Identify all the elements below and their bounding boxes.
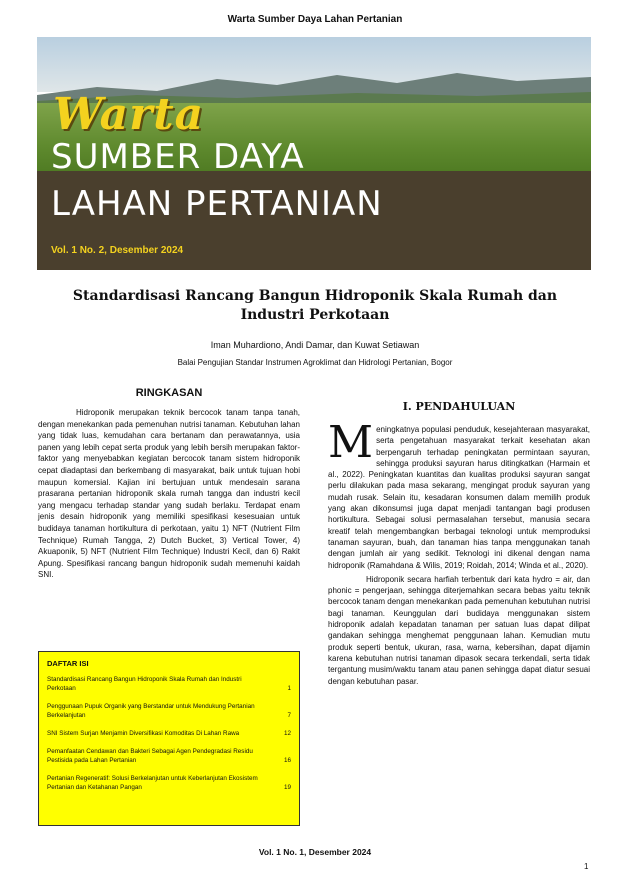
cover-title-line2: LAHAN PERTANIAN — [51, 184, 383, 224]
toc-item-title: Standardisasi Rancang Bangun Hidroponik Skala Rumah dan Industri Perkotaan — [47, 676, 242, 692]
intro-p1-text: eningkatnya populasi penduduk, kesejahteraan masyarakat, serta pengetahuan masyarakat terkait kesehatan akan berpengaruh terhadap peningkatan permintaan sayuran, sehingga produksi sayuran harus ditingkatkan (Harmain et al., 2022). Peningkatan kuantitas dan kualitas produksi sayuran sangat perlu dilakukan pada masa sekarang, mengingat produk sayuran yang mudah rusak. Selain itu, kesadaran konsumen dalam memilih produk yang akan dikonsumsi juga dapat menjadi tantangan bagi produsen hortikultura. Sebagai solusi permasalahan tersebut, manusia secara kreatif telah mengembangkan berbagai teknologi untuk memproduksi tanaman sayuran, buah, dan tanaman hias tanpa menggunakan tanah dengan jumlah air yang sedikit. Teknologi ini dikenal dengan nama hidroponik (Ramahdana & Wilis, 2019; Roidah, 2014; Winda et al., 2020). — [328, 425, 590, 570]
toc-item-title: SNI Sistem Surjan Menjamin Diversifikasi Komoditas Di Lahan Rawa — [47, 730, 240, 737]
table-of-contents — [38, 651, 300, 826]
cover-title-line1: SUMBER DAYA — [51, 137, 305, 177]
drop-cap: M — [328, 417, 374, 468]
toc-item-page: 7 — [287, 712, 291, 719]
article-affiliation: Balai Pengujian Standar Instrumen Agroklimat dan Hidrologi Pertanian, Bogor — [177, 358, 453, 367]
toc-item[interactable] — [47, 774, 291, 792]
toc-item-page: 12 — [283, 730, 291, 737]
abstract-heading: RINGKASAN — [135, 387, 203, 399]
intro-body — [328, 417, 590, 687]
cover-volume: Vol. 1 No. 2, Desember 2024 — [51, 245, 184, 256]
article-title: Standardisasi Rancang Bangun Hidroponik Skala Rumah dan Industri Perkotaan — [72, 288, 558, 323]
page-number: 1 — [584, 862, 589, 871]
toc-item[interactable] — [47, 747, 291, 765]
page-footer: Vol. 1 No. 1, Desember 2024 — [258, 847, 372, 857]
article-authors: Iman Muhardiono, Andi Damar, dan Kuwat Setiawan — [210, 340, 420, 350]
toc-item[interactable] — [47, 729, 291, 738]
toc-heading: DAFTAR ISI — [47, 659, 89, 668]
toc-item[interactable] — [47, 702, 291, 720]
toc-item-page: 1 — [287, 685, 291, 692]
cover-warta-logo: Warta — [53, 89, 205, 140]
toc-item-title: Penggunaan Pupuk Organik yang Berstandar untuk Mendukung Pertanian Berkelanjutan — [47, 703, 255, 719]
intro-heading: I. PENDAHULUAN — [402, 400, 516, 413]
abstract-body — [38, 407, 300, 581]
intro-paragraph-1 — [328, 417, 590, 571]
intro-paragraph-2: Hidroponik secara harfiah terbentuk dari kata hydro = air, dan phonic = pengerjaan, sehingga diterjemahkan secara bebas yaitu teknik bercocok tanam dengan menekankan pada pemenuhan kebutuhan nutrisi bagi tanaman. Keunggulan dari budidaya menggunakan sistem hidroponik adalah kepadatan tanaman per satuan luas dapat dilipat gandakan sehingga menghemat penggunaan lahan. Kemudian mutu produk seperti bentuk, ukuran, rasa, warna, kebersihan, dapat dijamin karena kebutuhan nutrisi tanaman dipasok secara terkendali, serta tidak tergantung musim/waktu tanam atau panen sehingga dapat diatur sesuai dengan kebutuhan pasar. — [328, 574, 590, 686]
toc-item-page: 16 — [283, 757, 291, 764]
abstract-text: Hidroponik merupakan teknik bercocok tanam tanpa tanah, dengan menekankan pada pemenuhan nutrisi tanaman. Kebutuhan lahan yang tidak luas, kemudahan cara bertanam dan perawatannya, usia panen yang lebih cepat serta produk yang lebih bersih merupakan faktor-faktor yang menyebabkan kegiatan bercocok tanam sistem hidroponik cepat diadaptasi dan berkembang di masyarakat, baik untuk tujuan hobi maupun komersial. Kajian ini bertujuan untuk mendesain sarana prasarana pertanian hidroponik skala rumah tangga dan industri kecil yang mengacu terhadap standar yang sudah berlaku. Terdapat enam jenis desain hidroponik yang memiliki spesifikasi kesesuaian untuk budidaya tanaman hortikultura di perkotaan, yaitu 1) NFT (Nutrient Film Technique) Rumah Tangga, 2) Dutch Bucket, 3) Vertical Tower, 4) Akuaponik, 5) NFT (Nutrient Film Technique) Industri Kecil, dan 6) Rakit Apung. Spesifikasi rancang bangun hidroponik sudah memenuhi kaidah SNI. — [38, 408, 300, 580]
running-header: Warta Sumber Daya Lahan Pertanian — [227, 14, 403, 25]
toc-item-page: 19 — [283, 784, 291, 791]
cover-banner — [37, 37, 591, 270]
toc-item[interactable] — [47, 675, 291, 693]
toc-item-title: Pertanian Regeneratif: Solusi Berkelanjutan untuk Keberlanjutan Ekosistem Pertanian dan Ketahanan Pangan — [47, 775, 258, 791]
toc-item-title: Pemanfaatan Cendawan dan Bakteri Sebagai Agen Pendegradasi Residu Pestisida pada Lahan Pertanian — [47, 748, 253, 764]
